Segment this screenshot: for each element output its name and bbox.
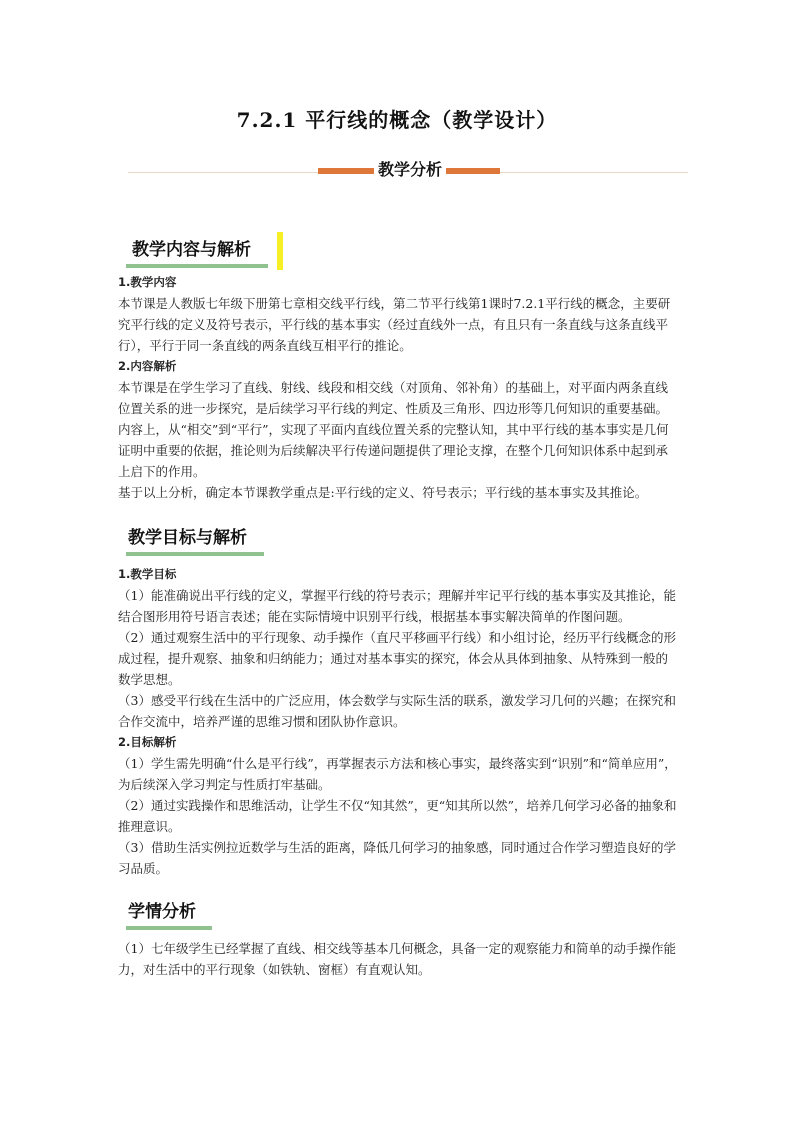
section-heading-content xyxy=(126,238,276,266)
heading-underline xyxy=(126,552,264,556)
banner-label: 教学分析 xyxy=(374,160,446,180)
heading-underline xyxy=(126,264,268,268)
paragraph: （1）学生需先明确“什么是平行线”，再掌握表示方法和核心事实，最终落实到“识别”和“简单应用”，为后续深入学习判定与性质打牢基础。 xyxy=(118,756,677,792)
section-heading-students xyxy=(126,900,226,928)
section-goals-analysis xyxy=(118,564,678,879)
paragraph: 本节课是在学生学习了直线、射线、线段和相交线（对顶角、邻补角）的基础上，对平面内两条直线位置关系的进一步探究，是后续学习平行线的判定、性质及三角形、四边形等几何知识的重要基础。内容上，从“相交”到“平行”，实现了平面内直线位置关系的完整认知，其中平行线的基本事实是几何证明中重要的依据，推论则为后续解决平行传递问题提供了理论支撑，在整个几何知识体系中起到承上启下的作用。 xyxy=(118,380,669,479)
paragraph: （1）七年级学生已经掌握了直线、相交线等基本几何概念，具备一定的观察能力和简单的动手操作能力，对生活中的平行现象（如铁轨、窗框）有直观认知。 xyxy=(118,941,676,977)
subheading: 1.教学内容 xyxy=(118,275,177,289)
paragraph: （3）借助生活实例拉近数学与生活的距离，降低几何学习的抽象感，同时通过合作学习塑造良好的学习品质。 xyxy=(118,840,676,876)
paragraph: （2）通过观察生活中的平行现象、动手操作（直尺平移画平行线）和小组讨论，经历平行线概念的形成过程，提升观察、抽象和归纳能力；通过对基本事实的探究，体会从具体到抽象、从特殊到一般的数学思想。 xyxy=(118,630,676,687)
subheading: 1.教学目标 xyxy=(118,567,177,581)
banner-accent-left xyxy=(318,168,374,174)
paragraph: 基于以上分析，确定本节课教学重点是:平行线的定义、符号表示；平行线的基本事实及其推论。 xyxy=(118,485,648,500)
paragraph: （2）通过实践操作和思维活动，让学生不仅“知其然”，更“知其所以然”，培养几何学习必备的抽象和推理意识。 xyxy=(118,798,677,834)
heading-underline xyxy=(126,926,212,930)
section-banner xyxy=(128,160,688,188)
paragraph: （3）感受平行线在生活中的广泛应用，体会数学与实际生活的联系，激发学习几何的兴趣；在探究和合作交流中，培养严谨的思维习惯和团队协作意识。 xyxy=(118,693,676,729)
section-content-analysis xyxy=(118,272,678,503)
subheading: 2.目标解析 xyxy=(118,735,177,749)
paragraph: 本节课是人教版七年级下册第七章相交线平行线，第二节平行线第1课时7.2.1平行线的概念，主要研究平行线的定义及符号表示，平行线的基本事实（经过直线外一点，有且只有一条直线与这条直线平行），平行于同一条直线的两条直线互相平行的推论。 xyxy=(118,296,671,353)
banner-accent-right xyxy=(446,168,500,174)
section-heading-text: 教学内容与解析 xyxy=(132,240,251,260)
subheading: 2.内容解析 xyxy=(118,359,177,373)
paragraph: （1）能准确说出平行线的定义，掌握平行线的符号表示；理解并牢记平行线的基本事实及其推论，能结合图形用符号语言表述；能在实际情境中识别平行线，根据基本事实解决简单的作图问题。 xyxy=(118,588,676,624)
section-heading-text: 教学目标与解析 xyxy=(128,528,247,548)
section-heading-text: 学情分析 xyxy=(128,902,196,922)
section-heading-goals xyxy=(126,526,276,554)
highlight-marker xyxy=(277,232,283,270)
document-title: 7.2.1 平行线的概念（教学设计） xyxy=(236,108,558,132)
section-student-analysis xyxy=(118,938,678,980)
